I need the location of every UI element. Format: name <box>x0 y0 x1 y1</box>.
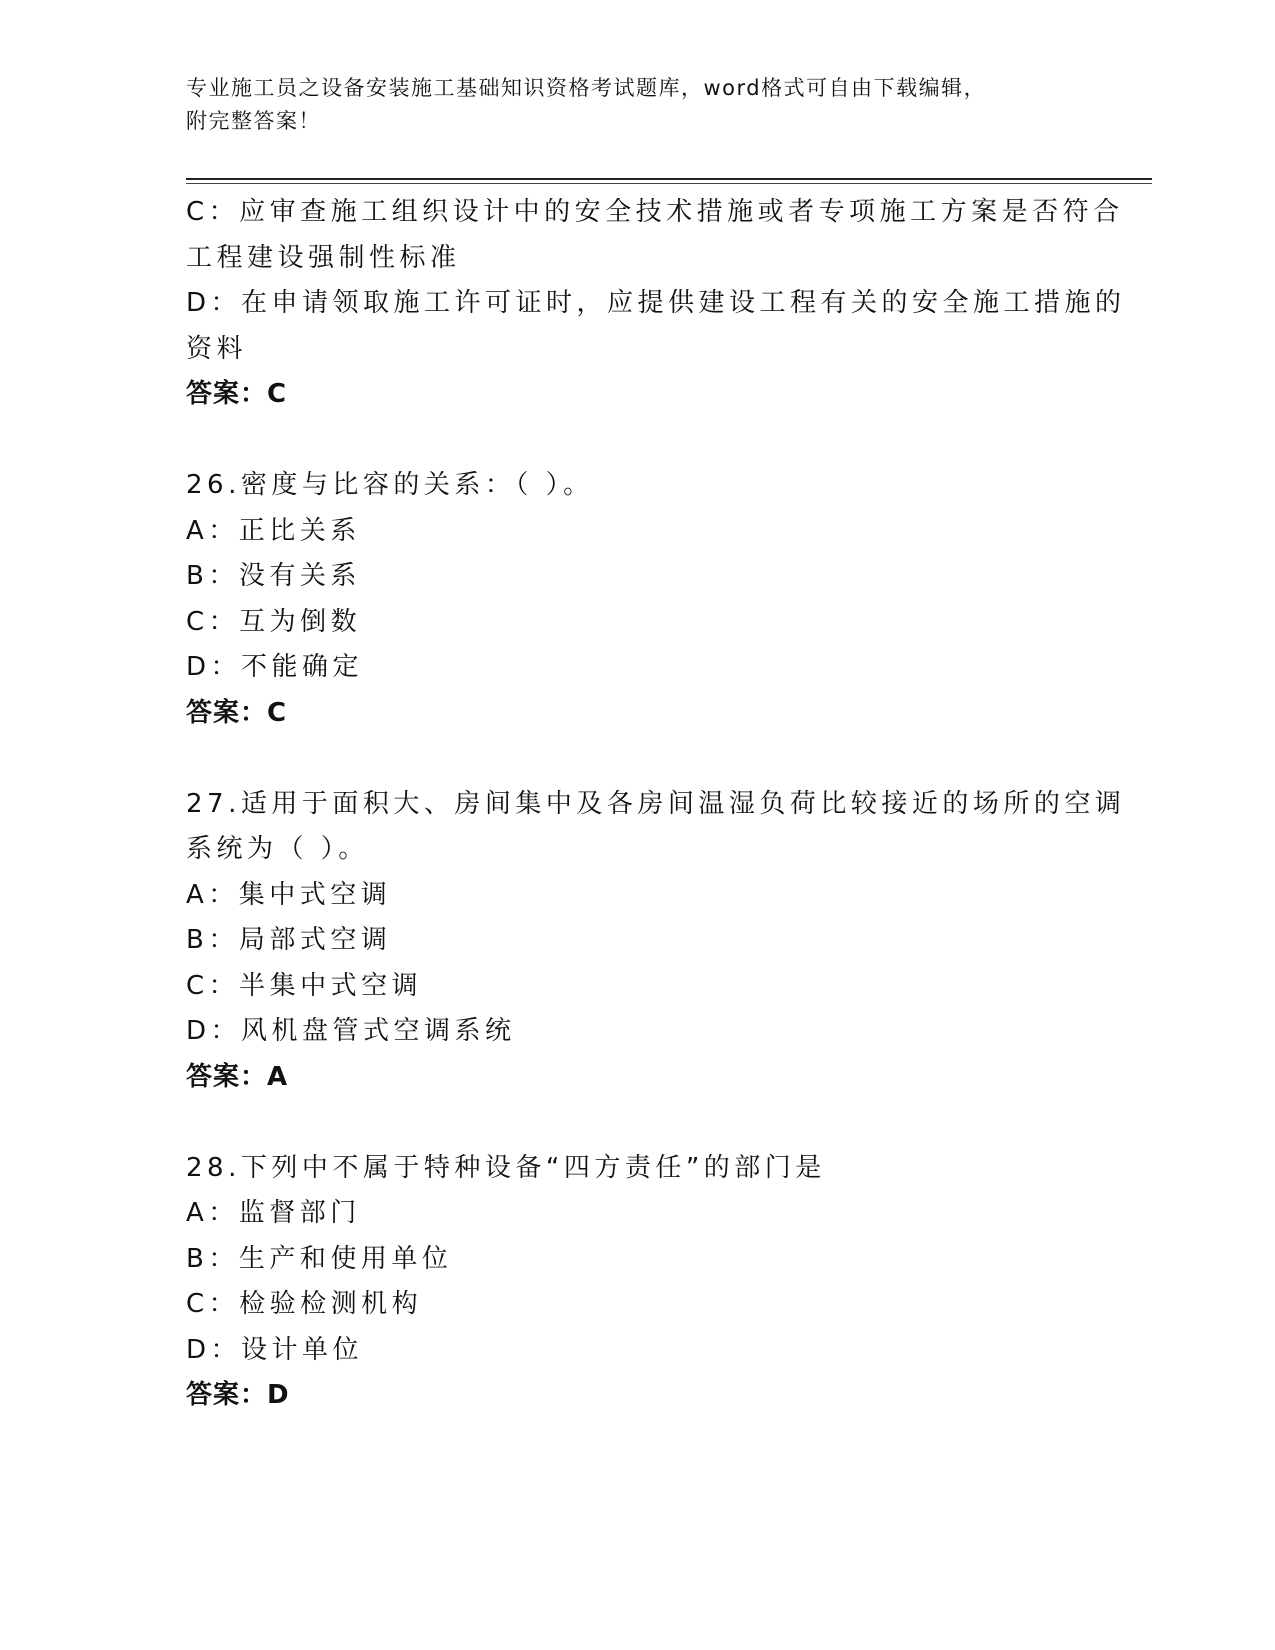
header-divider-thick <box>186 178 1152 180</box>
question-block <box>186 1146 1086 1419</box>
option-line: A：监督部门 <box>186 1198 361 1228</box>
answer-line: 答案：C <box>186 697 288 728</box>
option-line: D：风机盘管式空调系统 <box>186 1016 516 1046</box>
document-header <box>186 72 1066 138</box>
question-text: 27.适用于面积大、房间集中及各房间温湿负荷比较接近的场所的空调 <box>186 788 1126 819</box>
question-text: 系统为（ ）。 <box>186 834 369 864</box>
option-line: C：互为倒数 <box>186 606 362 637</box>
header-line-1: 专业施工员之设备安装施工基础知识资格考试题库，word格式可自由下载编辑， <box>186 76 987 100</box>
option-line: D：设计单位 <box>186 1334 364 1365</box>
option-line: B：没有关系 <box>186 561 361 591</box>
question-block <box>186 782 1126 1101</box>
header-divider-thin <box>186 183 1152 184</box>
answer-line: 答案：A <box>186 1061 289 1092</box>
spacer <box>186 1100 1086 1146</box>
option-line: B：生产和使用单位 <box>186 1243 453 1274</box>
question-block <box>186 190 1126 418</box>
answer-line: 答案：D <box>186 1380 290 1410</box>
option-line: C：检验检测机构 <box>186 1289 423 1319</box>
option-line: 资料 <box>186 333 248 364</box>
spacer <box>186 418 1086 464</box>
option-line: 工程建设强制性标准 <box>186 242 461 273</box>
answer-line: 答案：C <box>186 379 288 409</box>
question-block <box>186 463 1086 736</box>
question-text: 28.下列中不属于特种设备“四方责任”的部门是 <box>186 1152 826 1183</box>
option-line: A：集中式空调 <box>186 879 392 910</box>
option-line: D：不能确定 <box>186 652 364 682</box>
header-line-2: 附完整答案！ <box>186 109 321 133</box>
question-text: 26.密度与比容的关系：（ ）。 <box>186 470 594 500</box>
option-line: B：局部式空调 <box>186 925 392 955</box>
option-line: C：应审查施工组织设计中的安全技术措施或者专项施工方案是否符合 <box>186 197 1124 227</box>
option-line: A：正比关系 <box>186 515 361 546</box>
option-line: C：半集中式空调 <box>186 970 423 1001</box>
question-list <box>186 190 1126 1419</box>
option-line: D：在申请领取施工许可证时，应提供建设工程有关的安全施工措施的 <box>186 288 1126 318</box>
spacer <box>186 736 1086 782</box>
